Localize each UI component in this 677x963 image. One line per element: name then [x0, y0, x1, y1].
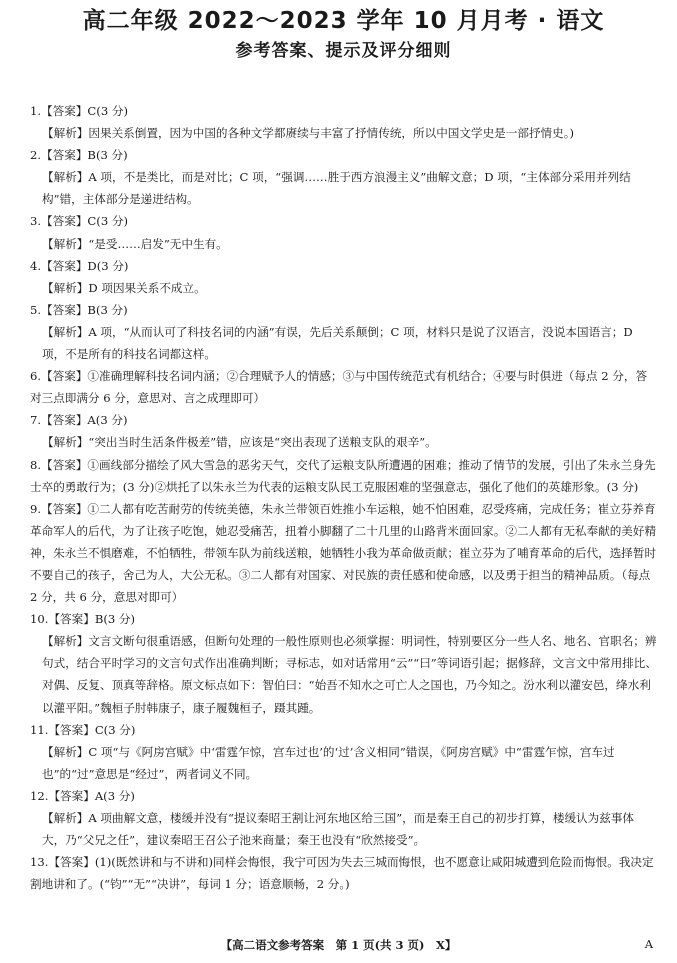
- version-mark: A: [644, 937, 653, 951]
- analysis-4: 【解析】D 项因果关系不成立。: [42, 280, 206, 295]
- analysis-5: 【解析】A 项，“从而认可了科技名词的内涵”有误，先后关系颠倒；C 项，材料只是说了汉语言，没说本国语言；D 项，不是所有的科技名词都这样。: [42, 324, 633, 362]
- answer-2: 2.【答案】B(3 分): [30, 148, 128, 163]
- answer-6: 6.【答案】①准确理解科技名词内涵；②合理赋予人的情感；③与中国传统范式有机结合；④要与时俱进（每点 2 分，答对三点即满分 6 分，意思对、言之成理即可）: [30, 369, 648, 406]
- answer-10: 10.【答案】B(3 分): [30, 612, 136, 627]
- analysis-1: 【解析】因果关系倒置，因为中国的各种文学都赓续与丰富了抒情传统，所以中国文学史是一部抒情史。): [42, 126, 575, 141]
- answer-12: 12.【答案】A(3 分): [30, 788, 135, 803]
- analysis-3: 【解析】“是受……启发”无中生有。: [42, 236, 228, 251]
- answer-list: [30, 100, 657, 895]
- answer-1: 1.【答案】C(3 分): [30, 104, 129, 118]
- analysis-12: 【解析】A 项曲解文意，楼缓并没有“提议秦昭王割让河东地区给三国”，而是秦王自己的初步打算，楼缓认为兹事体大，乃“父兄之任”，建议秦昭王召公子池来商量；秦王也没有“欣然接受”。: [42, 811, 635, 848]
- answer-3: 3.【答案】C(3 分): [30, 214, 129, 229]
- analysis-11: 【解析】C 项“与《阿房宫赋》中‘雷霆乍惊，宫车过也’的‘过’含义相同”错误，《阿房宫赋》中“雷霆乍惊，宫车过也”的“过”意思是“经过”，两者词义不同。: [42, 744, 615, 781]
- page-subtitle: 参考答案、提示及评分细则: [235, 41, 452, 61]
- page-footer: [0, 937, 677, 953]
- answer-5: 5.【答案】B(3 分): [30, 302, 128, 317]
- analysis-2: 【解析】A 项，不是类比，而是对比；C 项，“强调……胜于西方浪漫主义”曲解文意；D 项，“主体部分采用并列结构”错，主体部分是递进结构。: [42, 170, 631, 207]
- answer-9: 9.【答案】①二人都有吃苦耐劳的传统美德，朱永兰带领百姓推小车运粮，她不怕困难，忍受疼痛，完成任务；崔立芬养育革命军人的后代，为了让孩子吃饱，她忍受痛苦，扭着小脚翻了二十几里的山路背米面回家。②二人都有无私奉献的美好精神，朱永兰不惧磨难，不怕牺牲，带领车队为前线送粮，她牺牲小我为革命做贡献；崔立芬为了哺育革命的后代，选择暂时不要自己的孩子，舍己为人，大公无私。③二人都有对国家、对民族的责任感和使命感，以及勇于担当的精神品质。（每点 2 分，共 6 分，意思对即可）: [30, 501, 657, 605]
- analysis-7: 【解析】“突出当时生活条件极差”错，应该是“突出表现了送粮支队的艰辛”。: [42, 435, 437, 450]
- page-title: 高二年级 2022～2023 学年 10 月月考 · 语文: [82, 8, 605, 34]
- answer-8: 8.【答案】①画线部分描绘了风大雪急的恶劣天气，交代了运粮支队所遭遇的困难；推动了情节的发展，引出了朱永兰身先士卒的勇敢行为；(3 分)②烘托了以朱永兰为代表的运粮支队民工克服困难的坚强意志，强化了他们的英雄形象。(3 分): [30, 457, 656, 494]
- answer-7: 7.【答案】A(3 分): [30, 413, 128, 428]
- answer-11: 11.【答案】C(3 分): [30, 722, 136, 737]
- analysis-10: 【解析】文言文断句很重语感，但断句处理的一般性原则也必须掌握：明词性，特别要区分一些人名、地名、官职名；辨句式，结合平时学习的文言句式作出准确判断；寻标志，如对话常用“云”“曰”等词语引起；据修辞，文言文中常用排比、对偶、反复、顶真等辞格。原文标点如下：智伯曰：“始吾不知水之可亡人之国也，乃今知之。汾水利以灌安邑，绛水利以灌平阳。”魏桓子肘韩康子，康子履魏桓子，蹑其踵。: [42, 634, 657, 715]
- answer-13: 13.【答案】(1)(既然讲和与不讲和)同样会悔恨，我宁可因为失去三城而悔恨，也不愿意让咸阳城遭到危险而悔恨。我决定割地讲和了。(“钧”“无”“决讲”，每词 1 分；语意顺畅，2 分。): [30, 855, 654, 892]
- answer-4: 4.【答案】D(3 分): [30, 258, 129, 273]
- footer-text: 【高二语文参考答案 第 1 页(共 3 页) X】: [220, 938, 457, 952]
